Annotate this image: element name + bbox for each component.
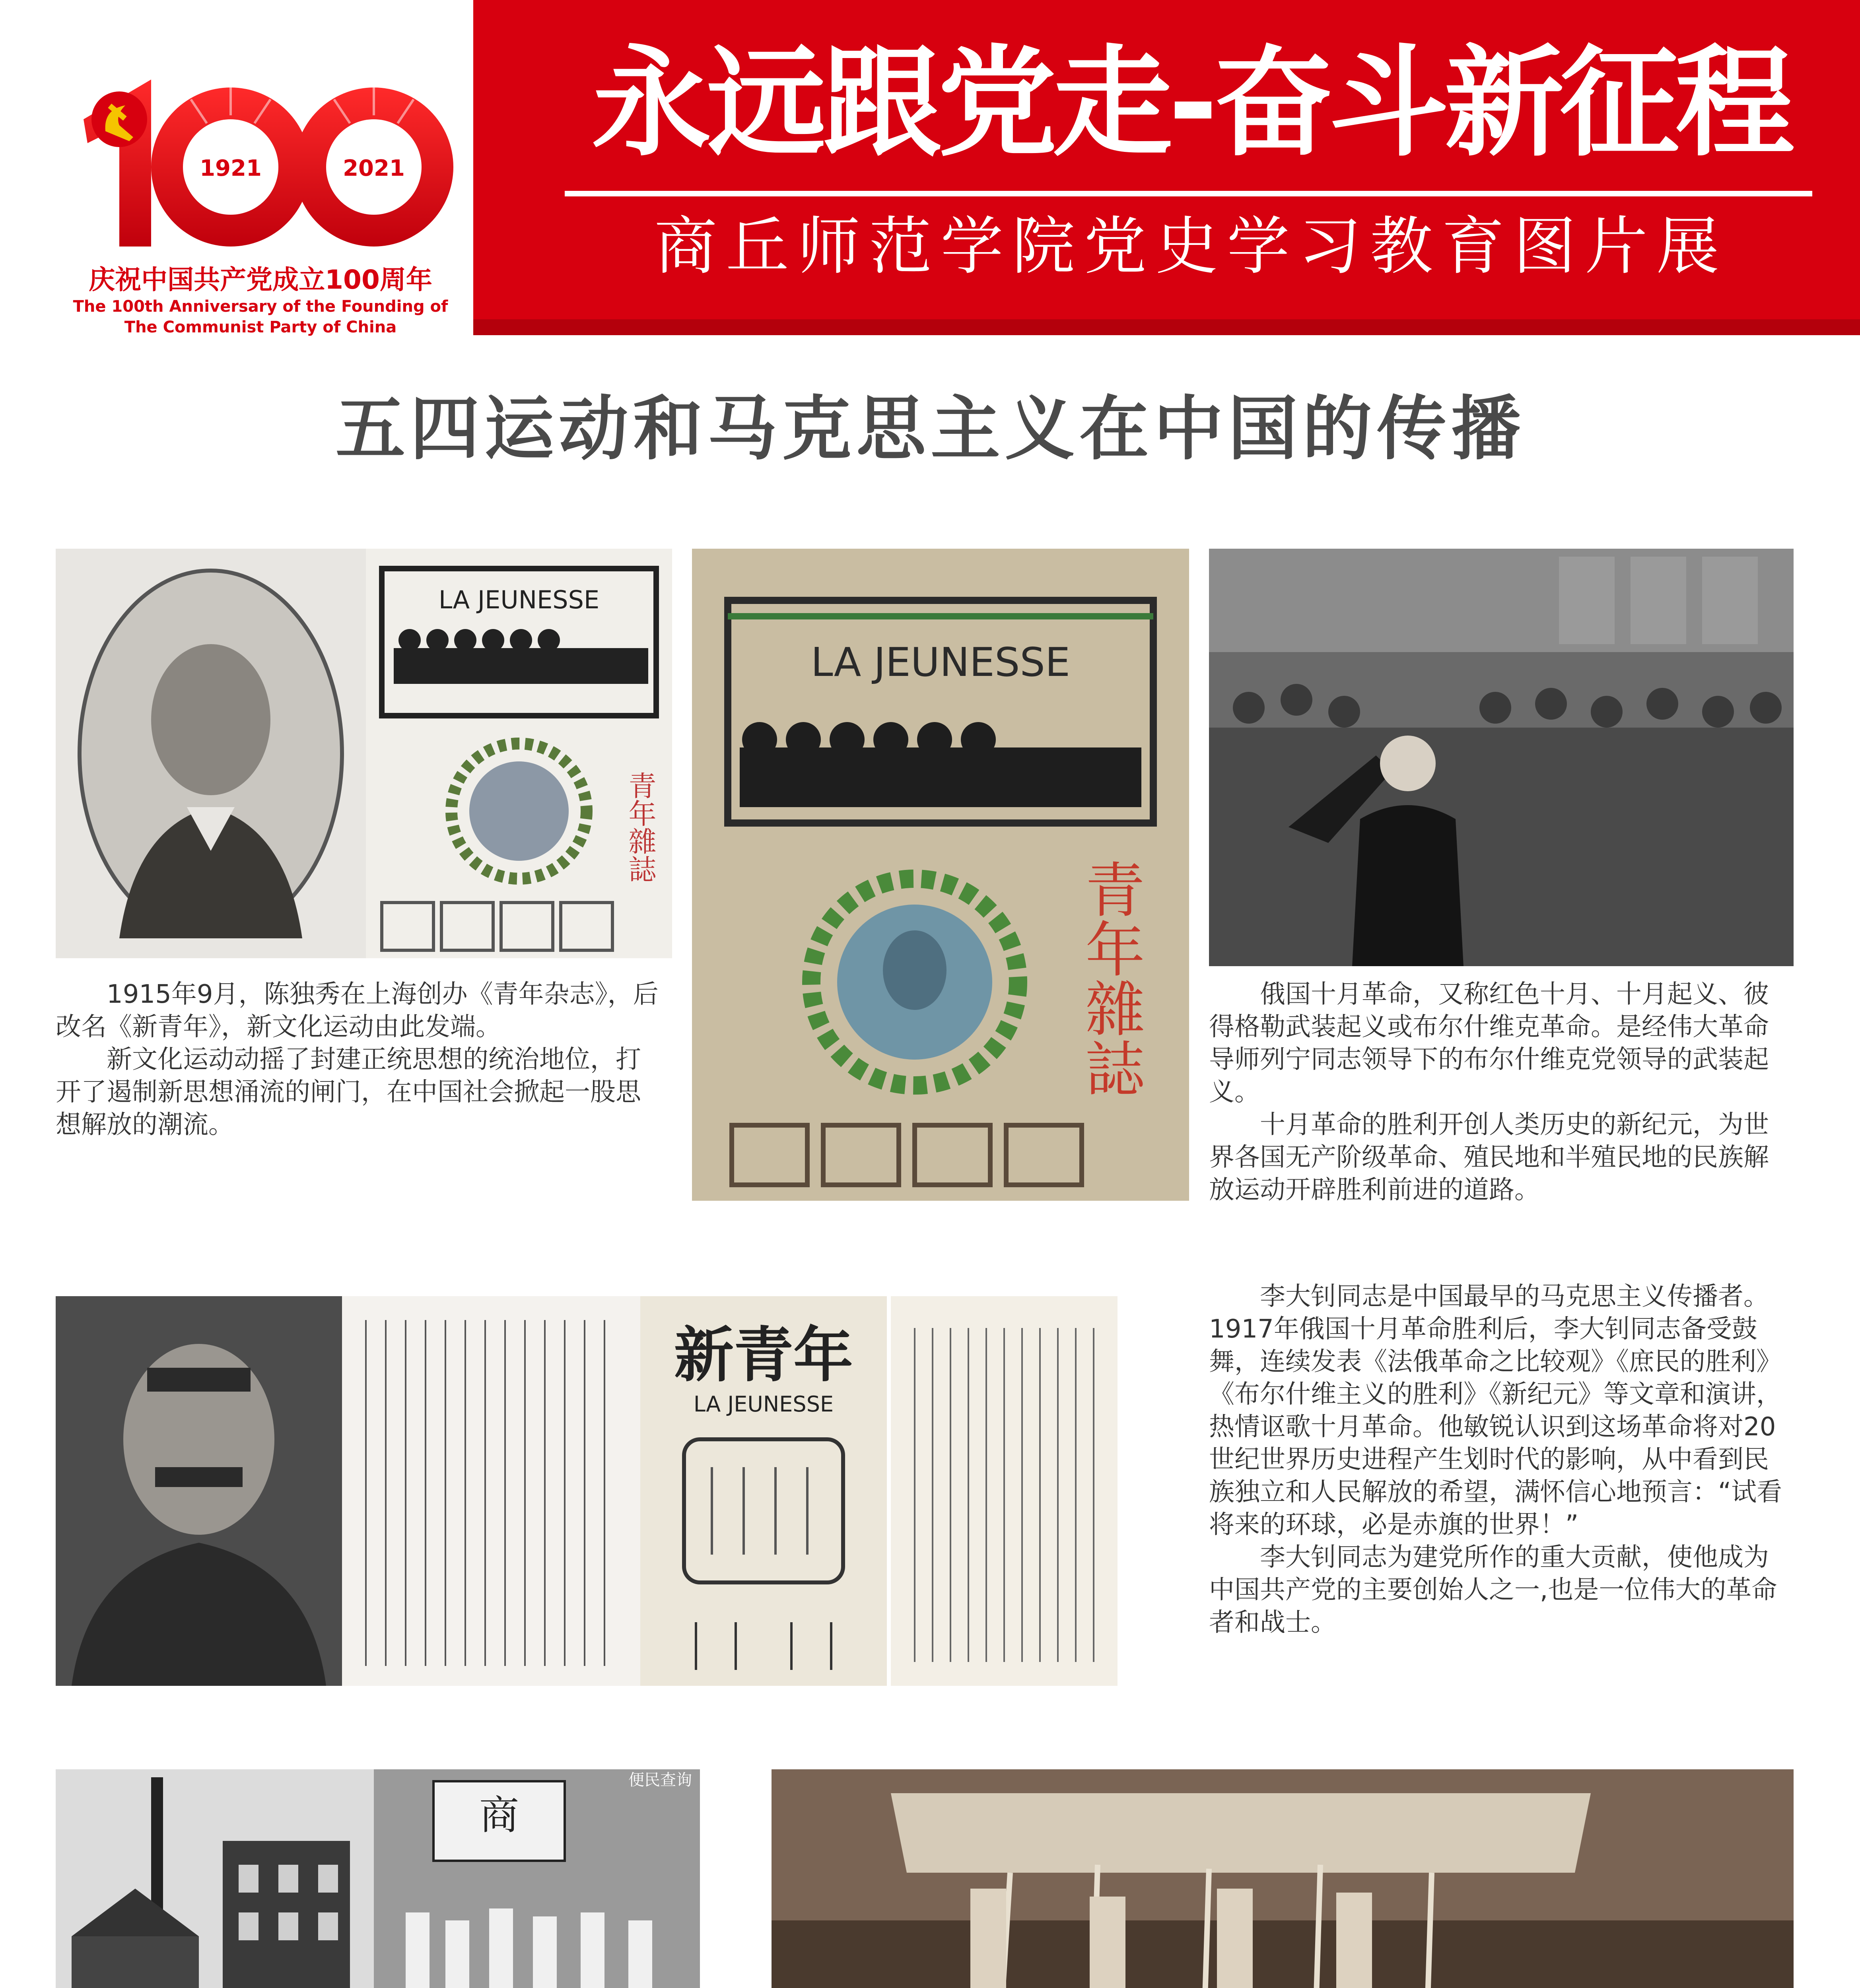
section-title: 五四运动和马克思主义在中国的传播: [336, 389, 1526, 470]
october-revolution-paragraph-1: 俄国十月革命，又称红色十月、十月起义、彼得格勒武装起义或布尔什维克革命。是经伟大革命导师列宁同志领导下的布尔什维克党领导的武装起义。: [1209, 980, 1769, 1107]
xin-qingnian-cover: [640, 1296, 887, 1686]
may-fourth-march-photo: [772, 1769, 1794, 1988]
xin-qingnian-title: 新青年: [674, 1321, 853, 1390]
svg-text:商: 商: [479, 1792, 519, 1839]
header-shadow: [473, 319, 1860, 335]
main-title: 永远跟党走-奋斗新征程: [591, 34, 1791, 173]
chen-duxiu-portrait: [56, 549, 366, 958]
october-revolution-paragraph-2: 十月革命的胜利开创人类历史的新纪元，为世界各国无产阶级革命、殖民地和半殖民地的民族解放运动开辟胜利前进的道路。: [1209, 1110, 1769, 1205]
logo-caption-cn: 庆祝中国共产党成立100周年: [89, 264, 432, 295]
year-start: 1921: [200, 155, 262, 181]
xin-qingnian-subtitle: LA JEUNESSE: [693, 1392, 834, 1417]
year-end: 2021: [343, 155, 405, 181]
qingnian-title-small: 青年雜誌: [624, 771, 657, 883]
li-dazhao-paragraph-1: 李大钊同志是中国最早的马克思主义传播者。1917年俄国十月革命胜利后，李大钊同志备受鼓舞，连续发表《法俄革命之比较观》《庶民的胜利》《布尔什维主义的胜利》《新纪元》等文章和演讲，热情讴歌十月革命。他敏锐认识到这场革命将对20世纪世界历史进程产生划时代的影响，从中看到民族独立和人民解放的希望，满怀信心地预言：“试看将来的环球，必是赤旗的世界！”: [1209, 1282, 1782, 1540]
chen-duxiu-paragraph-2: 新文化运动动摇了封建正统思想的统治地位，打开了遏制新思想涌流的闸门，在中国社会掀起一股思想解放的潮流。: [56, 1045, 641, 1140]
logo-caption-en-line1: The 100th Anniversary of the Founding of: [73, 297, 448, 316]
chen-duxiu-text: [56, 978, 660, 1141]
qingnian-title-large: 青年雜誌: [1075, 859, 1144, 1097]
la-jeunesse-title-small: LA JEUNESSE: [438, 585, 600, 614]
la-jeunesse-title-large: LA JEUNESSE: [810, 639, 1071, 685]
logo-caption-en-line2: The Communist Party of China: [124, 318, 397, 336]
li-dazhao-paragraph-2: 李大钊同志为建党所作的重大贡献，使他成为中国共产党的主要创始人之一,也是一位伟大的革命者和战士。: [1209, 1543, 1777, 1637]
essay-page-1: [342, 1296, 640, 1686]
october-revolution-text: [1209, 978, 1794, 1206]
lenin-speech-photo: [1209, 549, 1794, 966]
factory-photo: [56, 1769, 374, 1988]
essay-page-2: [891, 1296, 1118, 1686]
hammer-sickle-icon: [91, 91, 147, 147]
header-divider: [565, 191, 1812, 196]
logo-caption-en: [56, 296, 465, 338]
la-jeunesse-cover-small: [366, 549, 672, 958]
chen-duxiu-paragraph-1: 1915年9月，陈独秀在上海创办《青年杂志》，后改名《新青年》，新文化运动由此发端。: [56, 980, 659, 1042]
li-dazhao-text: [1209, 1280, 1794, 1639]
watermark-text: 便民查询: [628, 1771, 692, 1789]
sub-title: 商丘师范学院党史学习教育图片展: [654, 210, 1728, 283]
la-jeunesse-cover-large: [692, 549, 1189, 1201]
li-dazhao-portrait: [56, 1296, 342, 1686]
merchants-strike-photo: [374, 1769, 700, 1988]
